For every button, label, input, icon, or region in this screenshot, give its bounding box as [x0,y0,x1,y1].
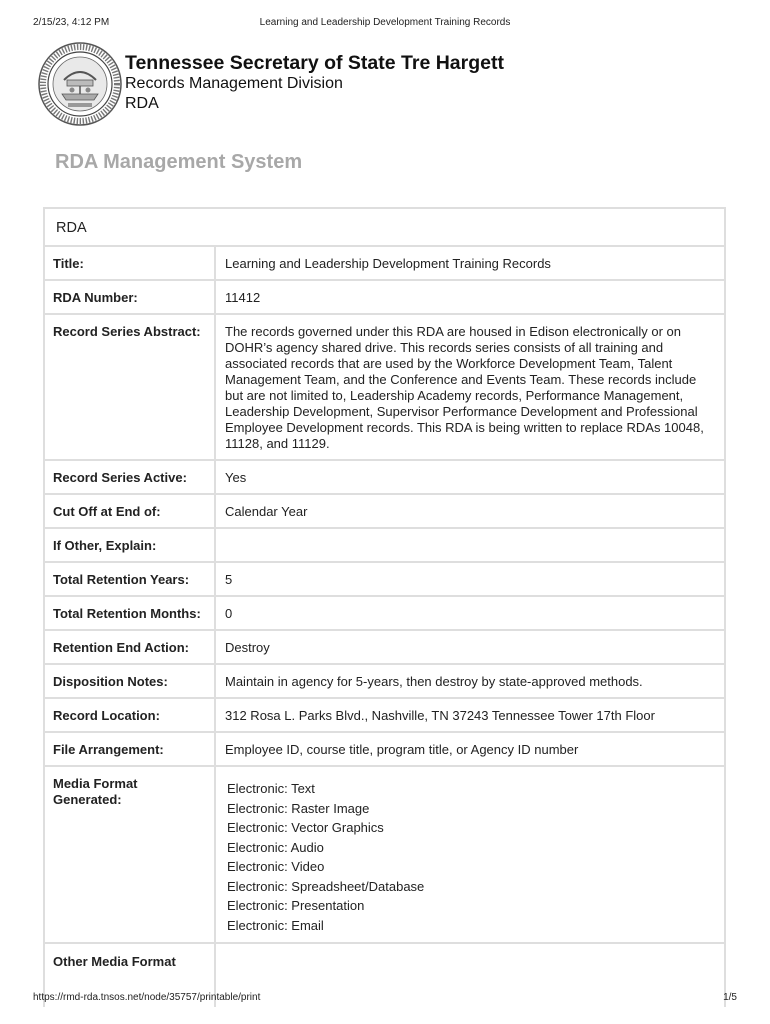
field-row-disposition-notes [45,665,724,699]
media-format-item: Electronic: Presentation [227,898,365,913]
field-value: The records governed under this RDA are housed in Edison electronically or on DOHR’s agency shared drive. This records series consists of all training and associated records that are used by the Workforce Development Team, Talent Management Team, and the Conference and Events Team. These records include but are not limited to, Leadership Academy records, Performance Management, Leadership Development, Supervisor Performance Development and Professional Employee Development records. This RDA is being written to replace RDAs 10048, 11128, and 11129. [225,324,704,451]
field-value: Learning and Leadership Development Training Records [225,256,551,271]
field-value: 0 [225,606,233,621]
field-value [216,767,724,942]
field-row-media-format [45,767,724,944]
media-format-item: Electronic: Vector Graphics [227,820,384,835]
tennessee-state-seal-icon [38,42,122,126]
field-value: Employee ID, course title, program title, or Agency ID number [225,742,579,757]
field-label: If Other, Explain: [45,529,216,561]
field-row-retention-end-action [45,631,724,665]
media-format-list [225,776,714,935]
field-value: 312 Rosa L. Parks Blvd., Nashville, TN 37243 Tennessee Tower 17th Floor [225,708,655,723]
division-name: Records Management Division [125,75,343,92]
system-title: RDA Management System [55,151,303,173]
field-row-retention-months [45,597,724,631]
field-value: 5 [225,572,233,587]
field-value: Calendar Year [225,504,308,519]
print-header [33,17,737,31]
page-number: 1/5 [723,992,737,1003]
field-label: File Arrangement: [45,733,216,765]
print-url: https://rmd-rda.tnsos.net/node/35757/printable/print [33,992,261,1003]
field-row-rda-number [45,281,724,315]
media-format-item: Electronic: Raster Image [227,800,370,816]
field-label: Retention End Action: [45,631,216,663]
branding [125,52,504,114]
media-format-item: Electronic: Audio [227,839,324,855]
print-date: 2/15/23, 4:12 PM [33,17,110,28]
media-format-item: Electronic: Spreadsheet/Database [227,878,425,894]
field-value: Destroy [225,640,270,655]
field-row-series-active [45,461,724,495]
field-label: Record Series Abstract: [45,315,216,459]
field-row-abstract [45,315,724,461]
field-value: Yes [225,470,247,485]
field-value: Maintain in agency for 5-years, then destroy by state-approved methods. [225,674,643,689]
field-label: Total Retention Months: [45,597,216,629]
field-label: Record Location: [45,699,216,731]
field-label: RDA Number: [45,281,216,313]
organization-name: Tennessee Secretary of State Tre Hargett [125,52,504,74]
field-value [216,529,724,561]
field-row-other-explain [45,529,724,563]
field-label: Total Retention Years: [45,563,216,595]
print-footer [33,992,737,1006]
rda-card [43,207,726,1007]
rda-card-heading: RDA [45,209,724,247]
field-label: Other Media Format [45,944,216,1007]
field-label: Record Series Active: [45,461,216,493]
print-document-title: Learning and Leadership Development Training Records [259,17,511,28]
field-row-retention-years [45,563,724,597]
field-label: Media Format Generated: [45,767,216,942]
field-row-cut-off [45,495,724,529]
field-label: Disposition Notes: [45,665,216,697]
field-label: Title: [45,247,216,279]
field-row-title [45,247,724,281]
field-row-file-arrangement [45,733,724,767]
field-label: Cut Off at End of: [45,495,216,527]
media-format-item: Electronic: Text [227,781,315,796]
division-abbreviation: RDA [125,95,159,112]
media-format-item: Electronic: Video [227,859,325,874]
field-value: 11412 [225,290,261,305]
media-format-item: Electronic: Email [227,917,324,933]
field-row-record-location [45,699,724,733]
